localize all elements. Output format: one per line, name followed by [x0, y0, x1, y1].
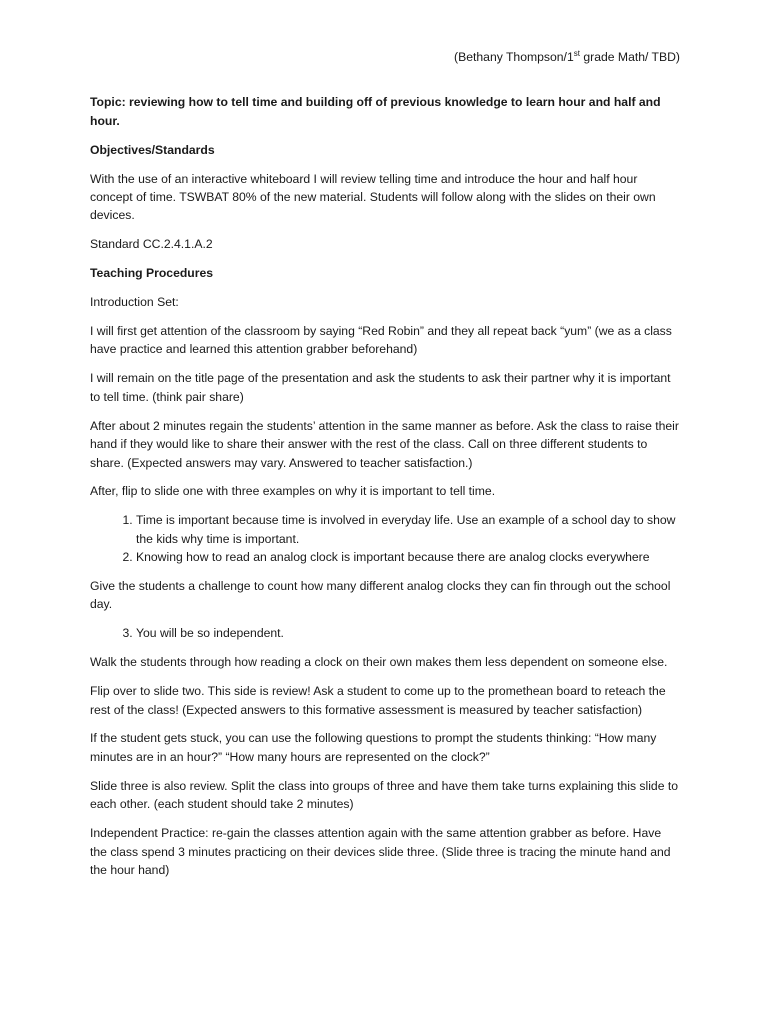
- slide-two-paragraph: Flip over to slide two. This side is review! Ask a student to come up to the promethean board to reteach the rest of the class! (Expected answers to this formative assessment is measured by teacher satisfaction): [90, 684, 666, 717]
- list-item: 1. Time is important because time is involved in everyday life. Use an example of a school day to show the kids why time is important.: [136, 511, 680, 548]
- introduction-set-label: Introduction Set:: [90, 295, 179, 310]
- header-author-superscript: st: [573, 48, 580, 58]
- document-header: [90, 48, 680, 66]
- slide-three-paragraph: Slide three is also review. Split the class into groups of three and have them take turns explaining this slide to each other. (each student should take 2 minutes): [90, 778, 679, 812]
- procedures-heading: Teaching Procedures: [90, 266, 214, 281]
- reasons-list-continued: [90, 624, 680, 642]
- objectives-paragraph: With the use of an interactive whiteboard I will review telling time and introduce the hour and half hour concept of time. TSWBAT 80% of the new material. Students will follow along with the slides on their own devices.: [90, 171, 656, 223]
- topic-heading: Topic: reviewing how to tell time and building off of previous knowledge to learn hour and half and hour.: [90, 95, 661, 128]
- slide-one-paragraph: After, flip to slide one with three examples on why it is important to tell time.: [90, 484, 496, 499]
- document-page: [90, 48, 680, 890]
- attention-paragraph: I will first get attention of the classroom by saying “Red Robin” and they all repeat back “yum” (we as a class have practice and learned this attention grabber beforehand): [90, 324, 672, 357]
- list-item: 2. Knowing how to read an analog clock is important because there are analog clocks everywhere: [136, 548, 680, 566]
- independent-practice-paragraph: Independent Practice: re-gain the classes attention again with the same attention grabber as before. Have the class spend 3 minutes practicing on their devices slide three. (Slide three is tracing the minute hand and the hour hand): [90, 826, 671, 877]
- objectives-heading: Objectives/Standards: [90, 142, 215, 157]
- header-author-suffix: grade Math/ TBD): [579, 50, 680, 64]
- header-author-prefix: (Bethany Thompson/1: [454, 50, 574, 64]
- title-page-paragraph: I will remain on the title page of the presentation and ask the students to ask their partner why it is important to tell time. (think pair share): [90, 371, 671, 404]
- list-item: 3. You will be so independent.: [136, 624, 680, 642]
- reasons-list: [90, 511, 680, 566]
- standard-line: Standard CC.2.4.1.A.2: [90, 237, 213, 252]
- challenge-paragraph: Give the students a challenge to count how many different analog clocks they can fin through out the school day.: [90, 579, 671, 612]
- student-stuck-paragraph: If the student gets stuck, you can use the following questions to prompt the students thinking: “How many minutes are in an hour?” “How many hours are represented on the clock?”: [90, 731, 657, 764]
- walk-through-paragraph: Walk the students through how reading a clock on their own makes them less dependent on someone else.: [90, 655, 668, 670]
- regain-attention-paragraph: After about 2 minutes regain the students’ attention in the same manner as before. Ask the class to raise their hand if they would like to share their answer with the rest of the class. Call on three different students to share. (Expected answers may vary. Answered to teacher satisfaction.): [90, 418, 679, 470]
